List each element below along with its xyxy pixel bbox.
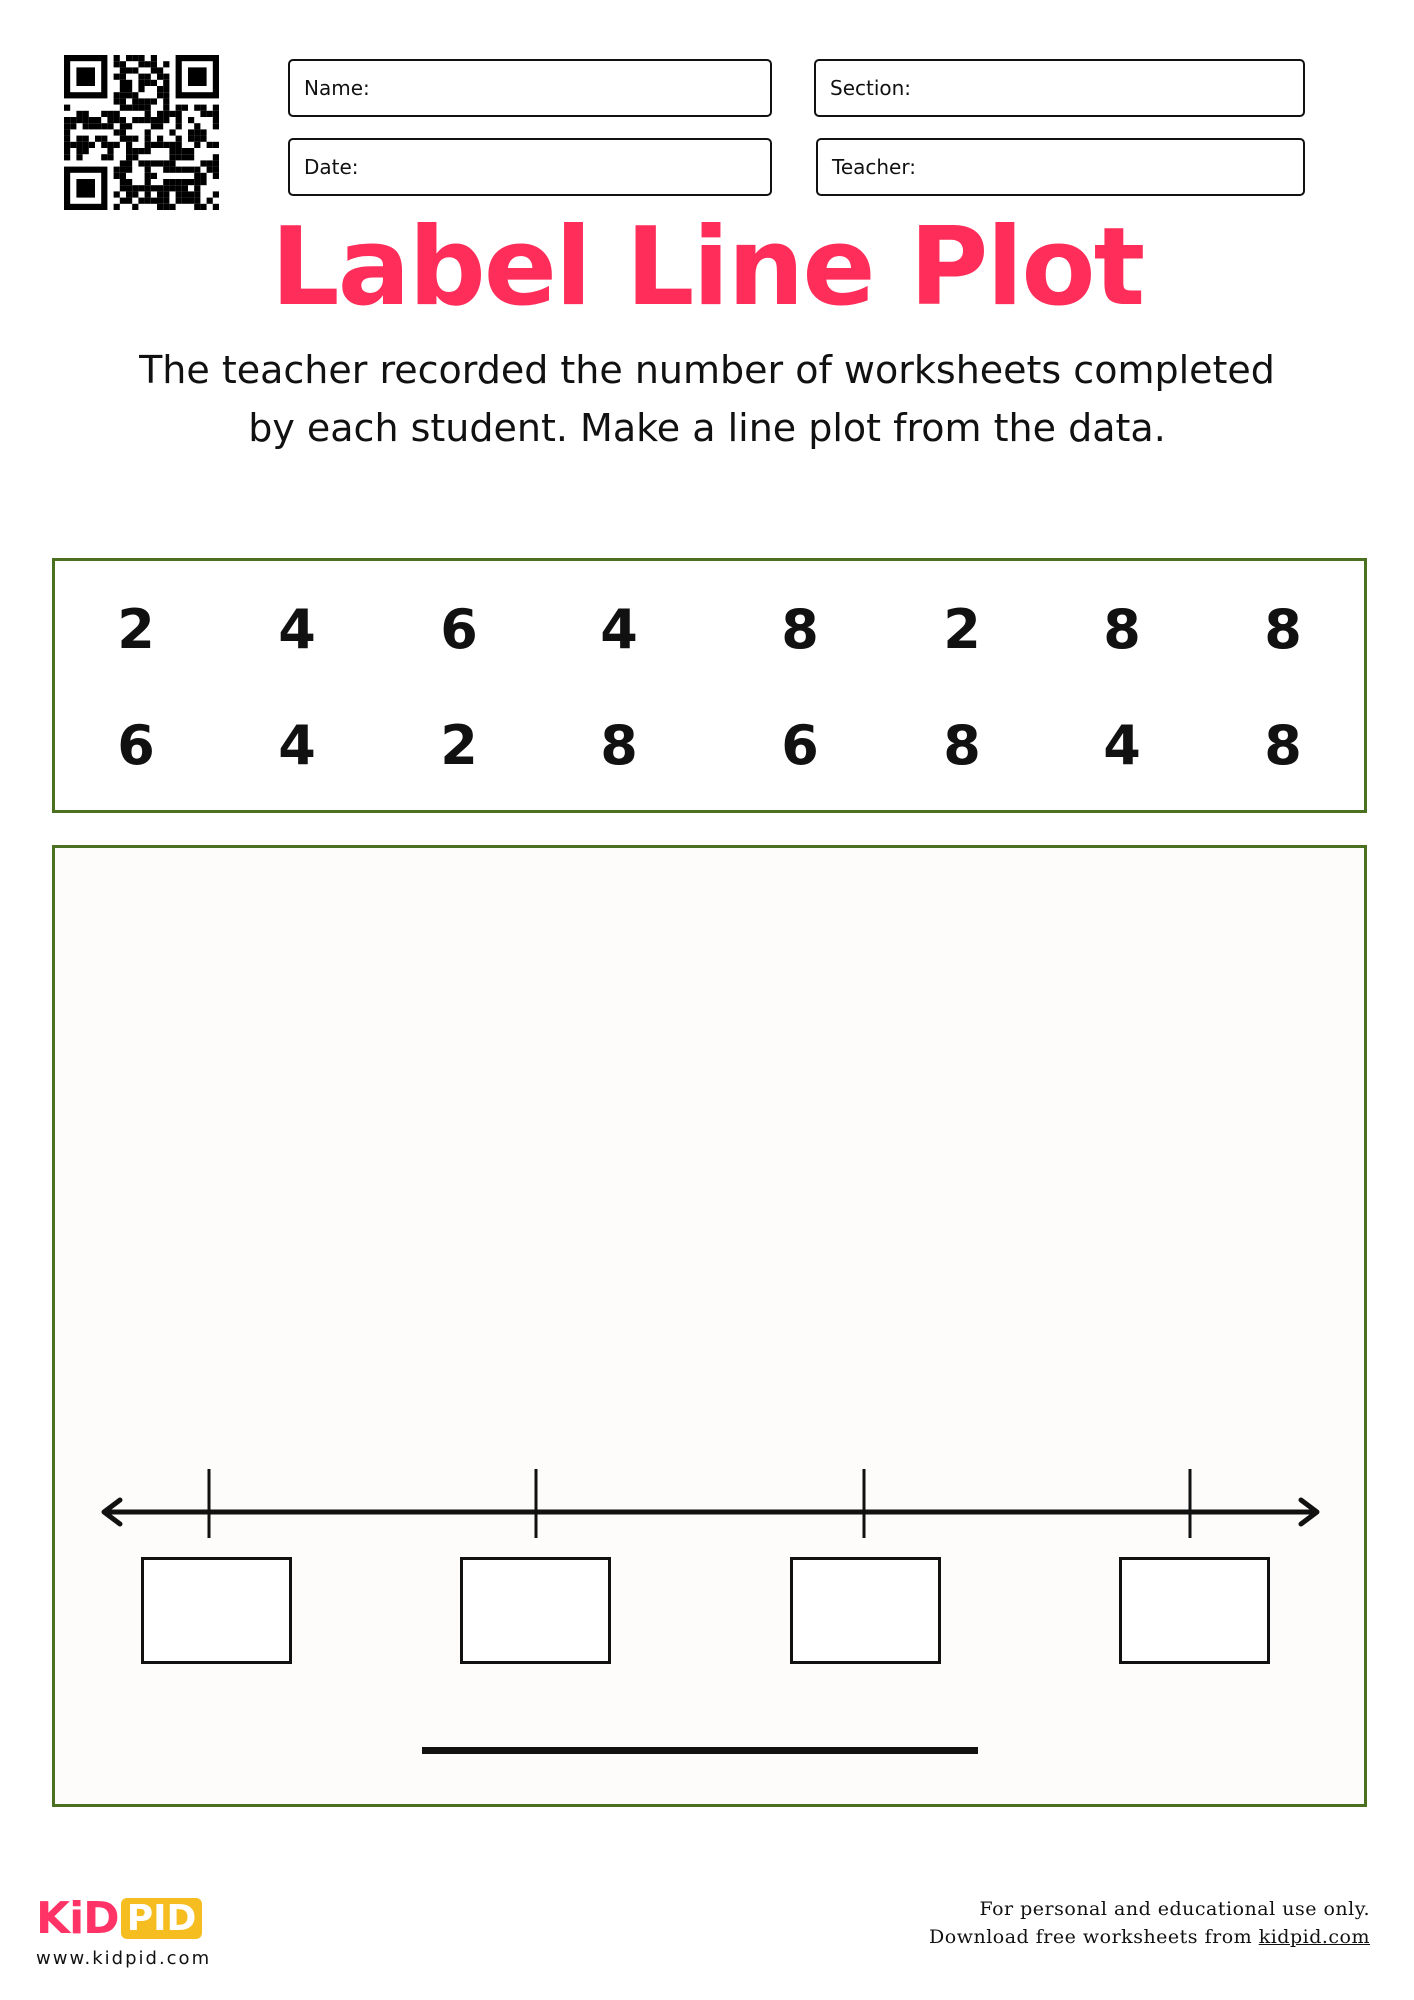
instruction-line-1: The teacher recorded the number of worksheets completed — [139, 348, 1275, 392]
footer-note: For personal and educational use only. — [979, 1898, 1370, 1920]
teacher-label: Teacher: — [832, 155, 916, 179]
data-value: 4 — [278, 714, 316, 777]
data-value: 8 — [781, 598, 819, 661]
kidpid-link[interactable]: kidpid.com — [1258, 1926, 1370, 1948]
data-value: 4 — [600, 598, 638, 661]
tick-label-box-3[interactable] — [790, 1557, 941, 1664]
teacher-field[interactable] — [816, 138, 1305, 196]
name-label: Name: — [304, 76, 370, 100]
axis-title-blank[interactable] — [422, 1747, 978, 1754]
data-value: 8 — [1103, 598, 1141, 661]
date-label: Date: — [304, 155, 359, 179]
data-value: 8 — [943, 714, 981, 777]
footer-download-note — [929, 1926, 1370, 1948]
section-label: Section: — [830, 76, 912, 100]
data-value: 8 — [600, 714, 638, 777]
data-value: 6 — [117, 714, 155, 777]
data-value: 6 — [781, 714, 819, 777]
section-field[interactable] — [814, 59, 1305, 117]
data-value: 2 — [117, 598, 155, 661]
kidpid-logo: KiD PID — [36, 1893, 202, 1944]
qr-code-icon — [64, 55, 219, 210]
tick-label-box-2[interactable] — [460, 1557, 611, 1664]
name-field[interactable] — [288, 59, 772, 117]
page-title: Label Line Plot — [270, 205, 1144, 330]
footer-download-text: Download free worksheets from — [929, 1926, 1259, 1948]
data-value: 8 — [1264, 714, 1302, 777]
data-value: 4 — [1103, 714, 1141, 777]
website-label: www.kidpid.com — [36, 1948, 212, 1969]
data-value: 4 — [278, 598, 316, 661]
data-value: 6 — [440, 598, 478, 661]
data-box — [52, 558, 1367, 813]
tick-label-box-1[interactable] — [141, 1557, 292, 1664]
instruction-line-2: by each student. Make a line plot from the data. — [248, 406, 1166, 450]
data-value: 2 — [943, 598, 981, 661]
data-value: 2 — [440, 714, 478, 777]
data-value: 8 — [1264, 598, 1302, 661]
number-line — [0, 1440, 1414, 1560]
date-field[interactable] — [288, 138, 772, 196]
tick-label-box-4[interactable] — [1119, 1557, 1270, 1664]
